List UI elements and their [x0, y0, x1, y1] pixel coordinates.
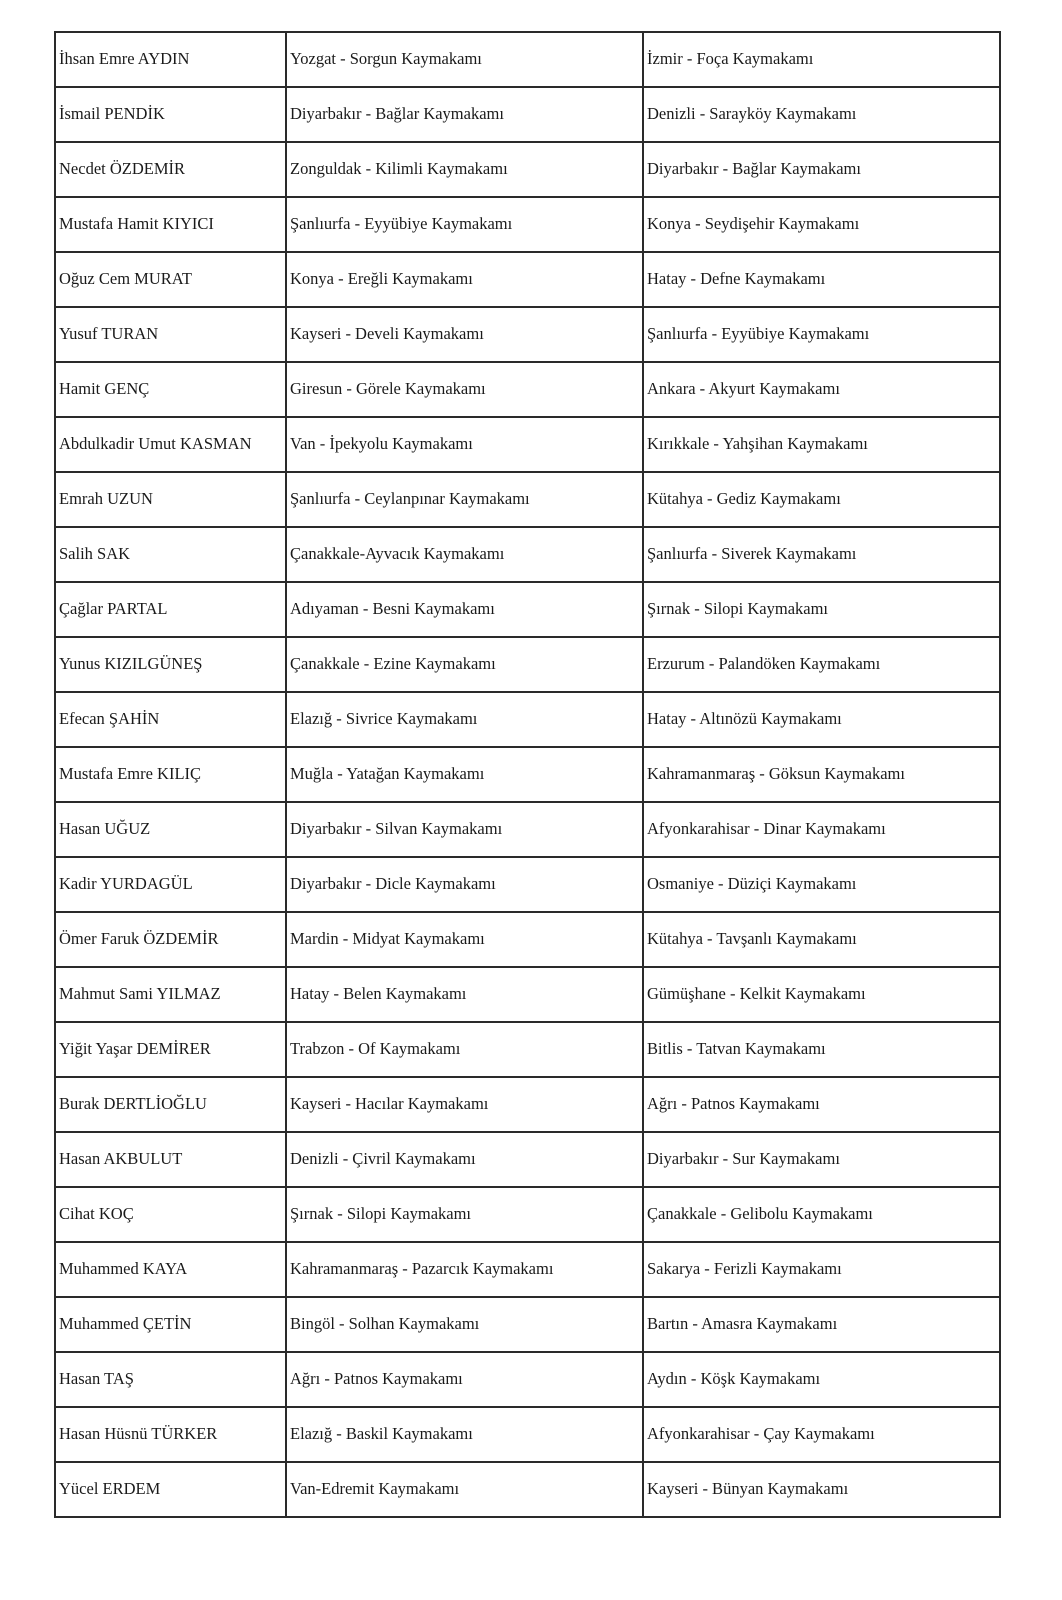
current-post-cell: Çanakkale-Ayvacık Kaymakamı — [286, 527, 643, 582]
table-row — [55, 417, 1000, 472]
table-row — [55, 1077, 1000, 1132]
person-name-cell: Necdet ÖZDEMİR — [55, 142, 286, 197]
person-name-cell: Muhammed KAYA — [55, 1242, 286, 1297]
table-row — [55, 582, 1000, 637]
new-post-cell: Ankara - Akyurt Kaymakamı — [643, 362, 1000, 417]
current-post-cell: Şırnak - Silopi Kaymakamı — [286, 1187, 643, 1242]
table-row — [55, 472, 1000, 527]
person-name-cell: Efecan ŞAHİN — [55, 692, 286, 747]
person-name-cell: Hasan UĞUZ — [55, 802, 286, 857]
person-name-cell: Ömer Faruk ÖZDEMİR — [55, 912, 286, 967]
table-row — [55, 142, 1000, 197]
current-post-cell: Elazığ - Baskil Kaymakamı — [286, 1407, 643, 1462]
table-row — [55, 1187, 1000, 1242]
current-post-cell: Çanakkale - Ezine Kaymakamı — [286, 637, 643, 692]
current-post-cell: Hatay - Belen Kaymakamı — [286, 967, 643, 1022]
new-post-cell: Diyarbakır - Bağlar Kaymakamı — [643, 142, 1000, 197]
person-name-cell: Yiğit Yaşar DEMİRER — [55, 1022, 286, 1077]
new-post-cell: Şırnak - Silopi Kaymakamı — [643, 582, 1000, 637]
current-post-cell: Kahramanmaraş - Pazarcık Kaymakamı — [286, 1242, 643, 1297]
current-post-cell: Adıyaman - Besni Kaymakamı — [286, 582, 643, 637]
current-post-cell: Zonguldak - Kilimli Kaymakamı — [286, 142, 643, 197]
table-row — [55, 1132, 1000, 1187]
person-name-cell: Mustafa Hamit KIYICI — [55, 197, 286, 252]
current-post-cell: Konya - Ereğli Kaymakamı — [286, 252, 643, 307]
new-post-cell: Konya - Seydişehir Kaymakamı — [643, 197, 1000, 252]
appointments-table-body — [55, 32, 1000, 1517]
person-name-cell: Yusuf TURAN — [55, 307, 286, 362]
new-post-cell: Kayseri - Bünyan Kaymakamı — [643, 1462, 1000, 1517]
table-row — [55, 747, 1000, 802]
table-row — [55, 307, 1000, 362]
table-row — [55, 252, 1000, 307]
table-row — [55, 1242, 1000, 1297]
current-post-cell: Kayseri - Develi Kaymakamı — [286, 307, 643, 362]
table-row — [55, 32, 1000, 87]
person-name-cell: Salih SAK — [55, 527, 286, 582]
appointments-table — [54, 31, 1001, 1518]
new-post-cell: Hatay - Defne Kaymakamı — [643, 252, 1000, 307]
new-post-cell: Kahramanmaraş - Göksun Kaymakamı — [643, 747, 1000, 802]
current-post-cell: Elazığ - Sivrice Kaymakamı — [286, 692, 643, 747]
current-post-cell: Bingöl - Solhan Kaymakamı — [286, 1297, 643, 1352]
document-page — [54, 31, 999, 1518]
new-post-cell: Hatay - Altınözü Kaymakamı — [643, 692, 1000, 747]
person-name-cell: İhsan Emre AYDIN — [55, 32, 286, 87]
current-post-cell: Diyarbakır - Dicle Kaymakamı — [286, 857, 643, 912]
table-row — [55, 362, 1000, 417]
table-row — [55, 1407, 1000, 1462]
table-row — [55, 912, 1000, 967]
new-post-cell: Aydın - Köşk Kaymakamı — [643, 1352, 1000, 1407]
person-name-cell: Kadir YURDAGÜL — [55, 857, 286, 912]
person-name-cell: Hamit GENÇ — [55, 362, 286, 417]
table-row — [55, 1022, 1000, 1077]
person-name-cell: Hasan Hüsnü TÜRKER — [55, 1407, 286, 1462]
table-row — [55, 527, 1000, 582]
new-post-cell: Osmaniye - Düziçi Kaymakamı — [643, 857, 1000, 912]
table-row — [55, 1297, 1000, 1352]
table-row — [55, 637, 1000, 692]
new-post-cell: Bartın - Amasra Kaymakamı — [643, 1297, 1000, 1352]
current-post-cell: Şanlıurfa - Eyyübiye Kaymakamı — [286, 197, 643, 252]
current-post-cell: Giresun - Görele Kaymakamı — [286, 362, 643, 417]
person-name-cell: Hasan AKBULUT — [55, 1132, 286, 1187]
new-post-cell: Sakarya - Ferizli Kaymakamı — [643, 1242, 1000, 1297]
current-post-cell: Diyarbakır - Bağlar Kaymakamı — [286, 87, 643, 142]
table-row — [55, 802, 1000, 857]
person-name-cell: İsmail PENDİK — [55, 87, 286, 142]
table-row — [55, 692, 1000, 747]
current-post-cell: Yozgat - Sorgun Kaymakamı — [286, 32, 643, 87]
table-row — [55, 967, 1000, 1022]
current-post-cell: Van - İpekyolu Kaymakamı — [286, 417, 643, 472]
new-post-cell: Afyonkarahisar - Çay Kaymakamı — [643, 1407, 1000, 1462]
new-post-cell: Erzurum - Palandöken Kaymakamı — [643, 637, 1000, 692]
person-name-cell: Muhammed ÇETİN — [55, 1297, 286, 1352]
new-post-cell: Kırıkkale - Yahşihan Kaymakamı — [643, 417, 1000, 472]
person-name-cell: Yücel ERDEM — [55, 1462, 286, 1517]
new-post-cell: Bitlis - Tatvan Kaymakamı — [643, 1022, 1000, 1077]
table-row — [55, 87, 1000, 142]
new-post-cell: Afyonkarahisar - Dinar Kaymakamı — [643, 802, 1000, 857]
new-post-cell: Şanlıurfa - Eyyübiye Kaymakamı — [643, 307, 1000, 362]
new-post-cell: Şanlıurfa - Siverek Kaymakamı — [643, 527, 1000, 582]
current-post-cell: Van-Edremit Kaymakamı — [286, 1462, 643, 1517]
person-name-cell: Mustafa Emre KILIÇ — [55, 747, 286, 802]
current-post-cell: Trabzon - Of Kaymakamı — [286, 1022, 643, 1077]
person-name-cell: Yunus KIZILGÜNEŞ — [55, 637, 286, 692]
person-name-cell: Emrah UZUN — [55, 472, 286, 527]
table-row — [55, 197, 1000, 252]
current-post-cell: Kayseri - Hacılar Kaymakamı — [286, 1077, 643, 1132]
table-row — [55, 857, 1000, 912]
table-row — [55, 1462, 1000, 1517]
person-name-cell: Hasan TAŞ — [55, 1352, 286, 1407]
person-name-cell: Oğuz Cem MURAT — [55, 252, 286, 307]
person-name-cell: Çağlar PARTAL — [55, 582, 286, 637]
current-post-cell: Ağrı - Patnos Kaymakamı — [286, 1352, 643, 1407]
new-post-cell: Gümüşhane - Kelkit Kaymakamı — [643, 967, 1000, 1022]
current-post-cell: Muğla - Yatağan Kaymakamı — [286, 747, 643, 802]
new-post-cell: Kütahya - Gediz Kaymakamı — [643, 472, 1000, 527]
new-post-cell: Çanakkale - Gelibolu Kaymakamı — [643, 1187, 1000, 1242]
current-post-cell: Şanlıurfa - Ceylanpınar Kaymakamı — [286, 472, 643, 527]
new-post-cell: Diyarbakır - Sur Kaymakamı — [643, 1132, 1000, 1187]
person-name-cell: Cihat KOÇ — [55, 1187, 286, 1242]
person-name-cell: Burak DERTLİOĞLU — [55, 1077, 286, 1132]
current-post-cell: Mardin - Midyat Kaymakamı — [286, 912, 643, 967]
current-post-cell: Denizli - Çivril Kaymakamı — [286, 1132, 643, 1187]
current-post-cell: Diyarbakır - Silvan Kaymakamı — [286, 802, 643, 857]
new-post-cell: Denizli - Sarayköy Kaymakamı — [643, 87, 1000, 142]
new-post-cell: Ağrı - Patnos Kaymakamı — [643, 1077, 1000, 1132]
person-name-cell: Abdulkadir Umut KASMAN — [55, 417, 286, 472]
person-name-cell: Mahmut Sami YILMAZ — [55, 967, 286, 1022]
table-row — [55, 1352, 1000, 1407]
new-post-cell: İzmir - Foça Kaymakamı — [643, 32, 1000, 87]
new-post-cell: Kütahya - Tavşanlı Kaymakamı — [643, 912, 1000, 967]
